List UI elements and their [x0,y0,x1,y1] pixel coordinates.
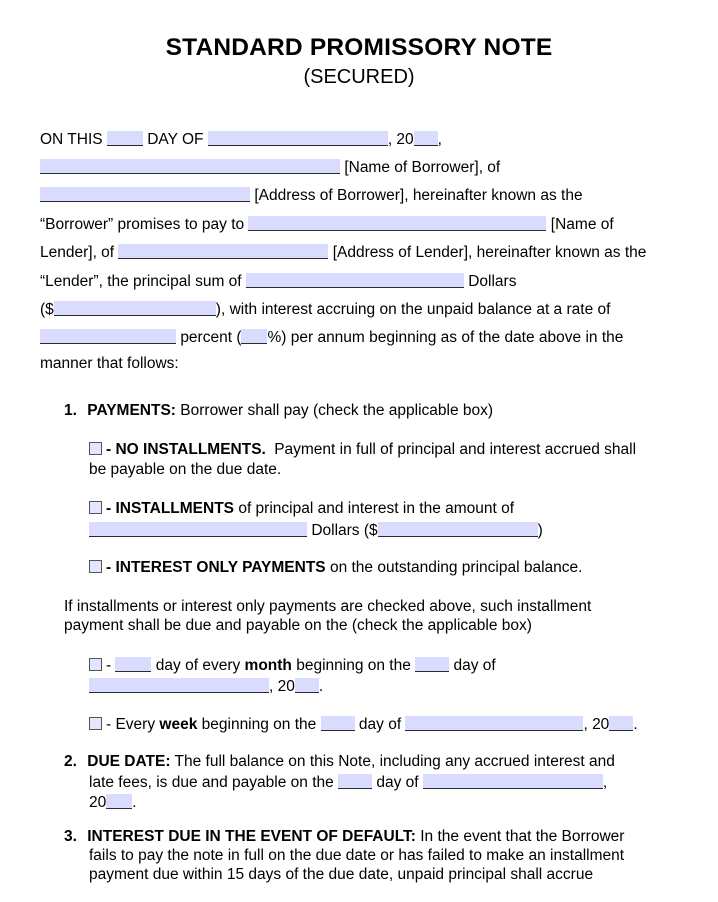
borrower-address-field[interactable] [40,187,250,202]
installment-words-field[interactable] [89,522,307,537]
intro-line-9: manner that follows: [40,355,179,372]
intro-line-8: percent ( %) per annum beginning as of the date above in the [40,327,623,347]
due-year-field[interactable] [106,794,132,809]
due-date-heading: DUE DATE: [87,753,171,770]
monthly-day-field[interactable] [115,657,151,672]
month-field[interactable] [208,131,388,146]
installment-schedule-text-1: If installments or interest only payments are checked above, such installment [64,598,592,615]
installment-amount-field[interactable] [378,522,538,537]
day-field[interactable] [107,131,143,146]
due-month-field[interactable] [423,774,603,789]
option-monthly: - day of every month beginning on the day of [89,655,496,675]
option-interest-only: - INTEREST ONLY PAYMENTS on the outstanding principal balance. [89,559,582,577]
default-line-2: fails to pay the note in full on the due date or has failed to make an installment [89,847,625,864]
option-weekly: - Every week beginning on the day of , 20 . [89,714,638,734]
monthly-start-month-field[interactable] [89,678,269,693]
principal-words-field[interactable] [246,273,464,288]
intro-line-5: Lender], of [Address of Lender], hereinafter known as the [40,244,647,261]
default-heading: INTEREST DUE IN THE EVENT OF DEFAULT: [87,828,416,845]
document-subtitle: (SECURED) [303,66,415,88]
lender-address-field[interactable] [118,244,328,259]
weekly-start-month-field[interactable] [405,716,583,731]
payments-heading-line: 1. PAYMENTS: Borrower shall pay (check the applicable box) [64,402,494,419]
document-title: STANDARD PROMISSORY NOTE [165,34,553,61]
intro-line-4: “Borrower” promises to pay to [Name of [40,216,614,233]
weekly-start-year-field[interactable] [609,716,633,731]
year-field[interactable] [414,131,438,146]
interest-rate-percent-field[interactable] [241,329,267,344]
monthly-start-day-field[interactable] [415,657,449,672]
option-no-installments-cont: be payable on the due date. [89,461,282,478]
intro-line-7: ($ ), with interest accruing on the unpaid balance at a rate of [40,301,611,318]
payments-heading: PAYMENTS: [87,402,176,419]
intro-line-6: “Lender”, the principal sum of Dollars [40,273,517,290]
option-installments-amount: Dollars ($ ) [89,520,543,540]
section-number: 1. [64,402,77,419]
option-monthly-cont: , 20 . [89,676,323,696]
option-no-installments: - NO INSTALLMENTS. Payment in full of principal and interest accrued shall [89,441,636,459]
default-line-1: 3. INTEREST DUE IN THE EVENT OF DEFAULT: In the event that the Borrower [64,828,625,845]
due-day-field[interactable] [338,774,372,789]
due-date-line-1: 2. DUE DATE: The full balance on this Note, including any accrued interest and [64,753,615,770]
due-date-line-2: late fees, is due and payable on the day of , [89,774,608,791]
interest-rate-words-field[interactable] [40,329,176,344]
monthly-checkbox[interactable] [89,658,102,671]
interest-only-checkbox[interactable] [89,560,102,573]
principal-amount-field[interactable] [54,301,216,316]
weekly-checkbox[interactable] [89,717,102,730]
weekly-start-day-field[interactable] [321,716,355,731]
due-date-line-3: 20 . [89,794,137,811]
option-installments: - INSTALLMENTS of principal and interest in the amount of [89,500,514,518]
installments-checkbox[interactable] [89,501,102,514]
intro-line-1: ON THIS DAY OF , 20 , [40,131,442,148]
installment-schedule-text-2: payment shall be due and payable on the (check the applicable box) [64,617,532,634]
monthly-start-year-field[interactable] [295,678,319,693]
intro-line-3: [Address of Borrower], hereinafter known as the [40,185,583,205]
default-line-3: payment due within 15 days of the due date, unpaid principal shall accrue [89,866,594,883]
intro-line-2: [Name of Borrower], of [40,157,500,177]
borrower-name-field[interactable] [40,159,340,174]
no-installments-checkbox[interactable] [89,442,102,455]
lender-name-field[interactable] [248,216,546,231]
